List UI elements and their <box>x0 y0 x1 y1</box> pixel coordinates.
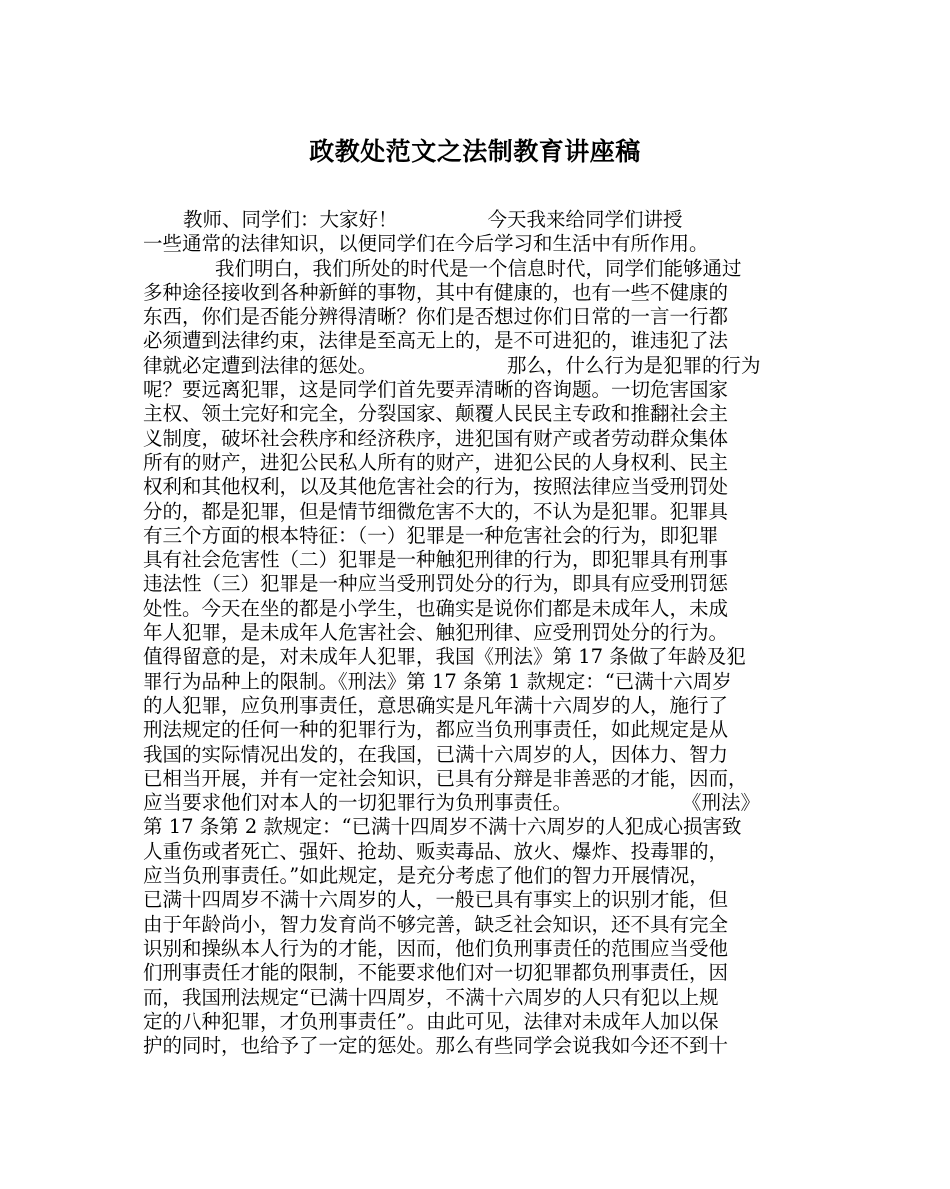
body-text-segment: 刑法规定的任何一种的犯罪行为，都应当负刑事责任，如此规定是从 <box>143 718 729 742</box>
body-text-line <box>143 961 813 985</box>
body-text-segment: 主权、领土完好和完全，分裂国家、颠覆人民民主专政和推翻社会主 <box>143 402 729 426</box>
body-text-segment: 教师、同学们：大家好！ <box>183 208 398 231</box>
body-text-line <box>143 791 813 815</box>
body-text-line <box>143 743 813 767</box>
document-body <box>143 208 813 1058</box>
body-text-line <box>143 864 813 888</box>
body-text-line <box>143 718 813 742</box>
body-text-segment: 一些通常的法律知识，以便同学们在今后学习和生活中有所作用。 <box>143 232 709 256</box>
body-text-line <box>143 475 813 499</box>
body-text-line <box>143 913 813 937</box>
body-text-segment: 有三个方面的根本特征：（一）犯罪是一种危害社会的行为，即犯罪 <box>143 523 719 547</box>
body-text-segment: 罪行为品种上的限制。《刑法》第 17 条第 1 款规定：“已满十六周岁 <box>143 669 732 693</box>
body-text-line <box>143 305 813 329</box>
body-text-line <box>143 986 813 1010</box>
body-text-segment: 们刑事责任才能的限制，不能要求他们对一切犯罪都负刑事责任，因 <box>143 961 729 985</box>
body-text-line <box>143 548 813 572</box>
body-text-line <box>143 767 813 791</box>
body-text-segment: 年人犯罪，是未成年人危害社会、触犯刑律、应受刑罚处分的行为。 <box>143 621 729 645</box>
body-text-line <box>143 232 813 256</box>
body-text-segment: 我国的实际情况出发的，在我国，已满十六周岁的人，因体力、智力 <box>143 742 729 766</box>
body-text-line <box>143 281 813 305</box>
body-text-segment: 东西，你们是否能分辨得清晰？你们是否想过你们日常的一言一行都 <box>143 305 729 329</box>
body-text-line <box>143 402 813 426</box>
body-text-segment: 应当要求他们对本人的一切犯罪行为负刑事责任。 <box>143 791 573 815</box>
body-text-segment: 我们明白，我们所处的时代是一个信息时代，同学们能够通过 <box>215 256 742 280</box>
body-text-line <box>143 1034 813 1058</box>
body-text-line <box>143 208 813 232</box>
body-text-segment: 《刑法》 <box>682 791 761 815</box>
body-text-segment: 已相当开展，并有一定社会知识，已具有分辩是非善恶的才能，因而， <box>143 766 748 790</box>
body-text-segment: 多种途径接收到各种新鲜的事物，其中有健康的，也有一些不健康的 <box>143 280 729 304</box>
body-text-segment: 的人犯罪，应负刑事责任，意思确实是凡年满十六周岁的人，施行了 <box>143 693 729 717</box>
body-text-segment: 识别和操纵本人行为的才能，因而，他们负刑事责任的范围应当受他 <box>143 936 729 960</box>
body-text-segment: 第 17 条第 2 款规定：“已满十四周岁不满十六周岁的人犯成心损害致 <box>143 815 742 839</box>
body-text-segment: 值得留意的是，对未成年人犯罪，我国《刑法》第 17 条做了年龄及犯 <box>143 645 746 669</box>
body-text-line <box>143 500 813 524</box>
body-text-segment: 所有的财产，进犯公民私人所有的财产，进犯公民的人身权利、民主 <box>143 450 729 474</box>
body-text-segment: 护的同时，也给予了一定的惩处。那么有些同学会说我如今还不到十 <box>143 1034 729 1058</box>
body-text-line <box>143 670 813 694</box>
body-text-line <box>143 621 813 645</box>
body-text-line <box>143 840 813 864</box>
body-text-line <box>143 815 813 839</box>
body-text-line <box>143 378 813 402</box>
body-text-line <box>143 451 813 475</box>
body-text-segment: 而，我国刑法规定“已满十四周岁，不满十六周岁的人只有犯以上规 <box>143 985 719 1009</box>
body-text-segment: 违法性（三）犯罪是一种应当受刑罚处分的行为，即具有应受刑罚惩 <box>143 572 729 596</box>
body-text-segment: 呢？要远离犯罪，这是同学们首先要弄清晰的咨询题。一切危害国家 <box>143 378 729 402</box>
body-text-segment: 那么，什么行为是犯罪的行为 <box>507 353 761 377</box>
body-text-segment: 定的八种犯罪，才负刑事责任”。由此可见，法律对未成年人加以保 <box>143 1009 719 1033</box>
body-text-line <box>143 524 813 548</box>
body-text-segment: 义制度，破坏社会秩序和经济秩序，进犯国有财产或者劳动群众集体 <box>143 426 729 450</box>
body-text-segment: 人重伤或者死亡、强奸、抢劫、贩卖毒品、放火、爆炸、投毒罪的， <box>143 839 729 863</box>
body-text-line <box>143 1010 813 1034</box>
body-text-segment: 处性。今天在坐的都是小学生，也确实是说你们都是未成年人，未成 <box>143 596 729 620</box>
body-text-line <box>143 329 813 353</box>
document-title: 政教处范文之法制教育讲座稿 <box>309 137 641 166</box>
body-text-segment: 权利和其他权利，以及其他危害社会的行为，按照法律应当受刑罚处 <box>143 475 729 499</box>
body-text-segment: 已满十四周岁不满十六周岁的人，一般已具有事实上的识别才能，但 <box>143 888 729 912</box>
body-text-line <box>143 645 813 669</box>
body-text-line <box>143 888 813 912</box>
body-text-line <box>143 257 813 281</box>
body-text-line <box>143 354 813 378</box>
body-text-segment: 必须遭到法律约束，法律是至高无上的，是不可进犯的，谁违犯了法 <box>143 329 729 353</box>
body-text-line <box>143 694 813 718</box>
body-text-segment: 应当负刑事责任。”如此规定，是充分考虑了他们的智力开展情况， <box>143 864 709 888</box>
body-text-line <box>143 597 813 621</box>
body-text-segment: 由于年龄尚小，智力发育尚不够完善，缺乏社会知识，还不具有完全 <box>143 912 729 936</box>
body-text-line <box>143 427 813 451</box>
body-text-line <box>143 572 813 596</box>
body-text-segment: 具有社会危害性（二）犯罪是一种触犯刑律的行为，即犯罪具有刑事 <box>143 548 729 572</box>
body-text-line <box>143 937 813 961</box>
body-text-segment: 律就必定遭到法律的惩处。 <box>143 353 378 377</box>
body-text-segment: 分的，都是犯罪，但是情节细微危害不大的，不认为是犯罪。犯罪具 <box>143 499 729 523</box>
body-text-segment: 今天我来给同学们讲授 <box>487 208 683 231</box>
